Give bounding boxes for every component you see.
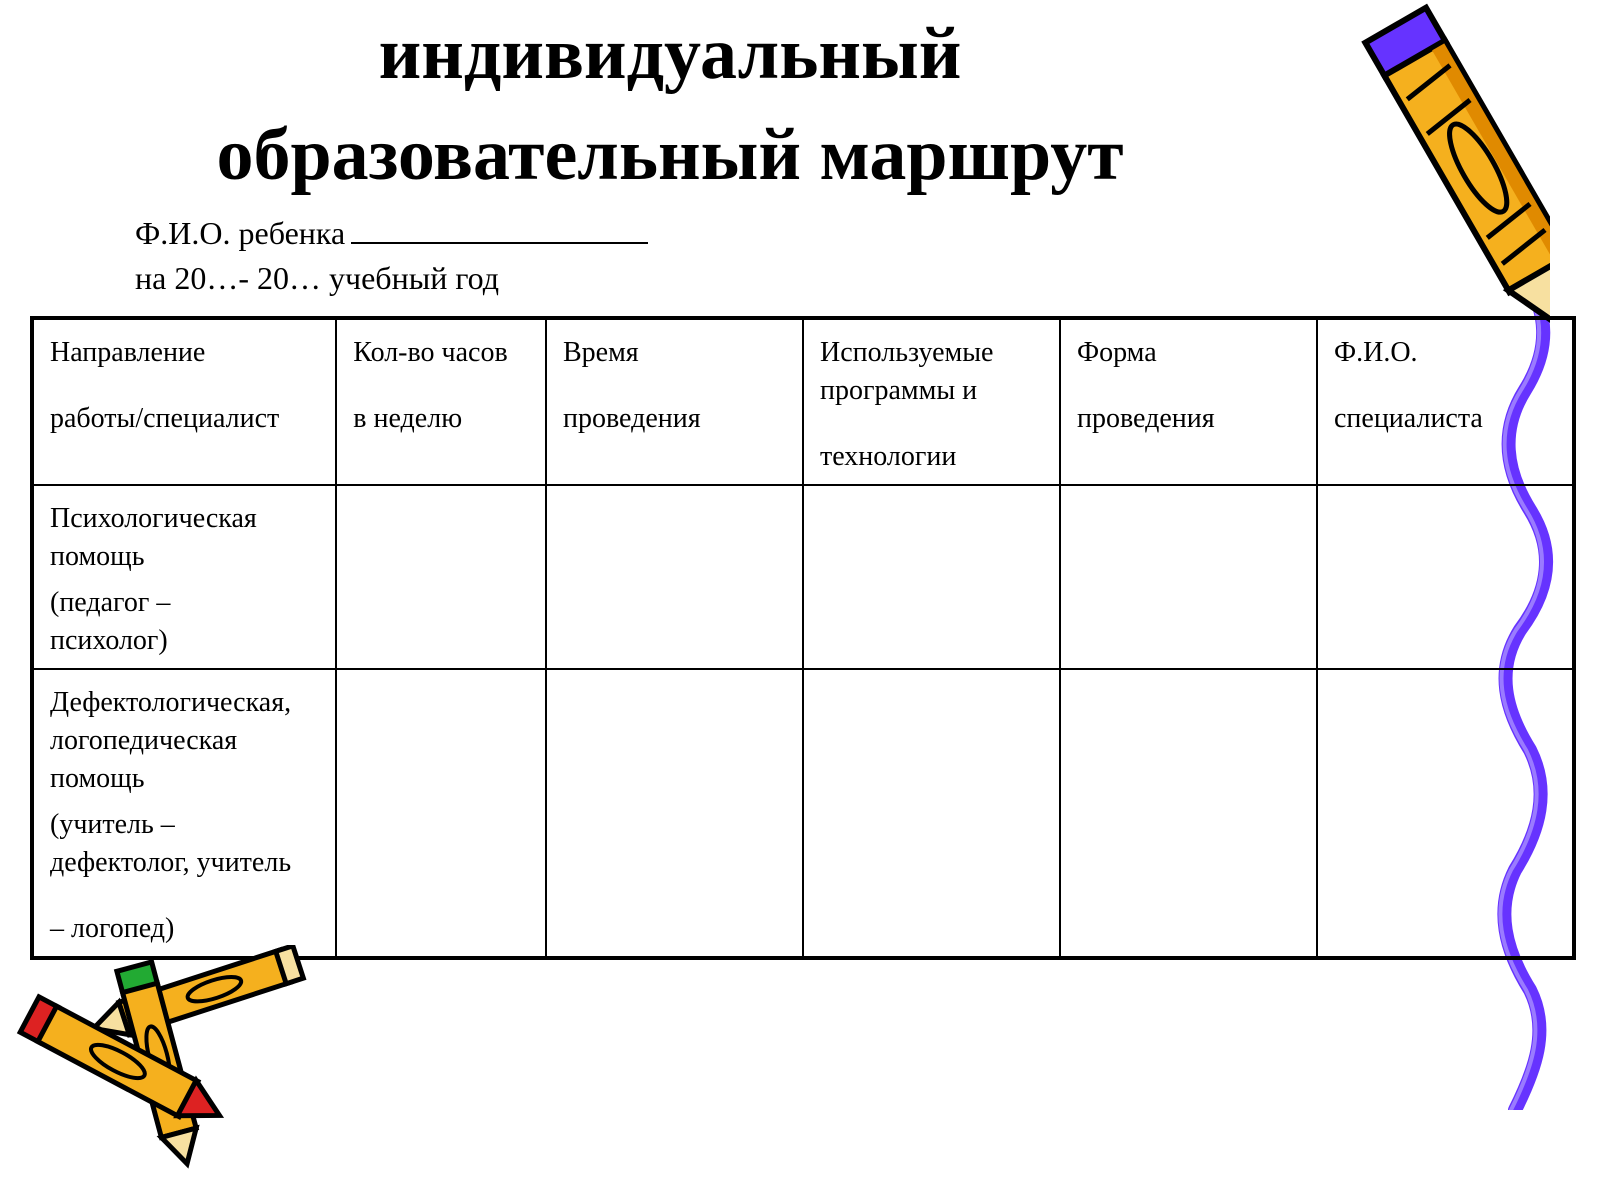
- header-form: Форма проведения: [1060, 318, 1317, 485]
- specialist-name-cell[interactable]: [1317, 485, 1574, 669]
- child-name-blank[interactable]: [351, 216, 648, 244]
- child-name-label: Ф.И.О. ребенка: [135, 215, 346, 251]
- programs-cell[interactable]: [803, 669, 1060, 958]
- time-cell[interactable]: [546, 485, 803, 669]
- pencil-icon: [1320, 0, 1550, 380]
- table-row: [32, 669, 1574, 958]
- time-cell[interactable]: [546, 669, 803, 958]
- header-specialist-name: Ф.И.О. специалиста: [1317, 318, 1574, 485]
- form-cell[interactable]: [1060, 485, 1317, 669]
- row-direction-cell: Психологическая помощь (педагог – психолог): [32, 485, 336, 669]
- page-title-line-2: образовательный маршрут: [216, 114, 1124, 196]
- hours-cell[interactable]: [336, 669, 546, 958]
- hours-cell[interactable]: [336, 485, 546, 669]
- school-year-line: на 20…- 20… учебный год: [135, 260, 499, 296]
- header-programs: Используемые программы и технологии: [803, 318, 1060, 485]
- route-table: [30, 316, 1576, 960]
- header-time: Время проведения: [546, 318, 803, 485]
- crayons-icon: [0, 945, 320, 1170]
- programs-cell[interactable]: [803, 485, 1060, 669]
- table-row: [32, 485, 1574, 669]
- header-direction: Направление работы/специалист: [32, 318, 336, 485]
- header-hours-per-week: Кол-во часов в неделю: [336, 318, 546, 485]
- page-title-line-1: индивидуальный: [378, 13, 962, 95]
- row-direction-cell: Дефектологическая, логопедическая помощь (учитель – дефектолог, учитель – логопед): [32, 669, 336, 958]
- child-name-line: [135, 216, 648, 249]
- form-cell[interactable]: [1060, 669, 1317, 958]
- specialist-name-cell[interactable]: [1317, 669, 1574, 958]
